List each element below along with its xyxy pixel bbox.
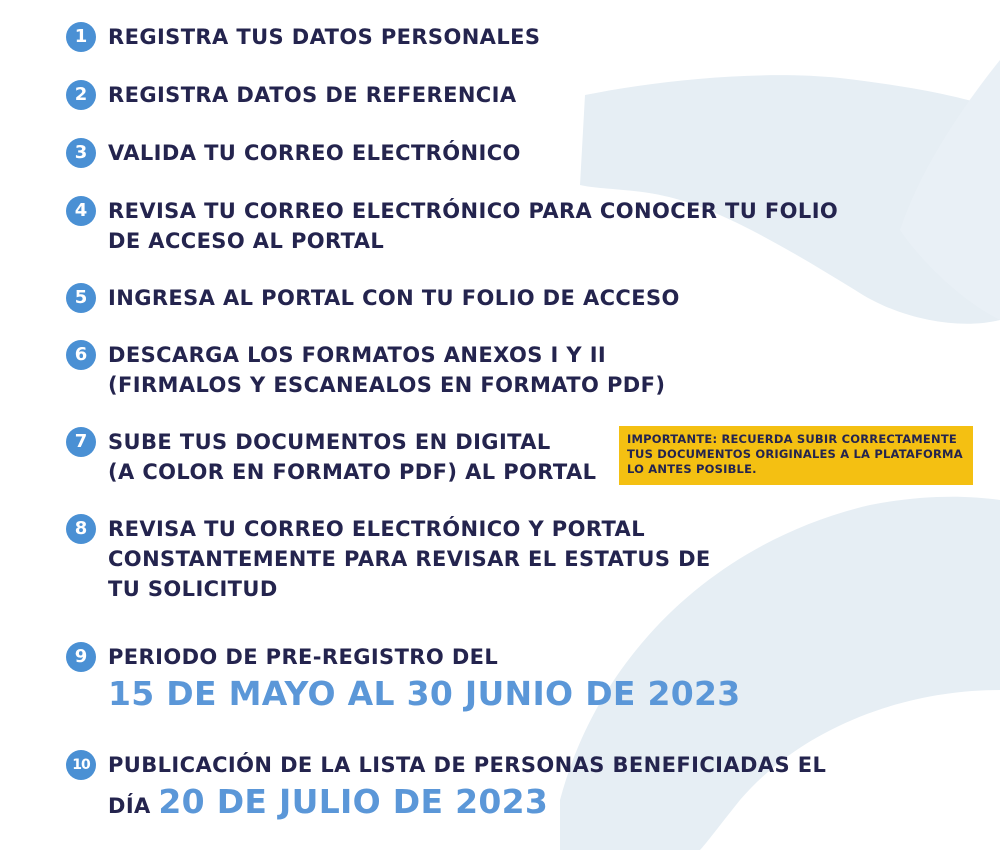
note-line: TUS DOCUMENTOS ORIGINALES A LA PLATAFORMA xyxy=(627,447,963,461)
step-text xyxy=(108,750,826,828)
step-text-line: DESCARGA LOS FORMATOS ANEXOS I Y II xyxy=(108,343,607,367)
step-text xyxy=(108,514,711,604)
step-text-line: PUBLICACIÓN DE LA LISTA DE PERSONAS BENEFICIADAS EL xyxy=(108,753,827,777)
date-prefix: DÍA xyxy=(108,794,151,818)
step-2 xyxy=(66,80,516,110)
step-number-badge: 2 xyxy=(66,80,96,110)
step-text xyxy=(108,80,516,110)
step-text-line: DE ACCESO AL PORTAL xyxy=(108,229,385,253)
step-text-line: TU SOLICITUD xyxy=(108,577,278,601)
registration-period-dates: 15 DE MAYO AL 30 JUNIO DE 2023 xyxy=(108,674,741,713)
step-text-line: INGRESA AL PORTAL CON TU FOLIO DE ACCESO xyxy=(108,286,680,310)
step-number-badge: 3 xyxy=(66,138,96,168)
publication-date: 20 DE JULIO DE 2023 xyxy=(158,782,549,821)
step-number-badge: 10 xyxy=(66,750,96,780)
step-text xyxy=(108,427,596,487)
step-text-line: REGISTRA DATOS DE REFERENCIA xyxy=(108,83,517,107)
step-9 xyxy=(66,642,741,716)
step-number-badge: 7 xyxy=(66,427,96,457)
step-number-badge: 5 xyxy=(66,283,96,313)
step-4 xyxy=(66,196,838,256)
step-text xyxy=(108,196,838,256)
step-7 xyxy=(66,427,596,487)
step-text xyxy=(108,340,665,400)
step-text-line: VALIDA TU CORREO ELECTRÓNICO xyxy=(108,141,521,165)
important-note xyxy=(619,426,973,485)
step-text xyxy=(108,283,680,313)
step-text xyxy=(108,138,521,168)
step-number-badge: 8 xyxy=(66,514,96,544)
step-text-line: SUBE TUS DOCUMENTOS EN DIGITAL xyxy=(108,430,551,454)
step-text-line: (A COLOR EN FORMATO PDF) AL PORTAL xyxy=(108,460,597,484)
step-number-badge: 4 xyxy=(66,196,96,226)
note-line: IMPORTANTE: RECUERDA SUBIR CORRECTAMENTE xyxy=(627,432,957,446)
step-1 xyxy=(66,22,540,52)
step-number-badge: 6 xyxy=(66,340,96,370)
step-text-line: (FIRMALOS Y ESCANEALOS EN FORMATO PDF) xyxy=(108,373,666,397)
step-text-line: REGISTRA TUS DATOS PERSONALES xyxy=(108,25,541,49)
step-text-line: PERIODO DE PRE-REGISTRO DEL xyxy=(108,645,499,669)
step-text-line: REVISA TU CORREO ELECTRÓNICO PARA CONOCER TU FOLIO xyxy=(108,199,839,223)
step-8 xyxy=(66,514,711,604)
step-6 xyxy=(66,340,665,400)
step-text xyxy=(108,22,540,52)
step-text-line: REVISA TU CORREO ELECTRÓNICO Y PORTAL xyxy=(108,517,645,541)
publication-date-line xyxy=(108,780,826,828)
step-number-badge: 1 xyxy=(66,22,96,52)
step-text-line: CONSTANTEMENTE PARA REVISAR EL ESTATUS DE xyxy=(108,547,711,571)
note-line: LO ANTES POSIBLE. xyxy=(627,462,757,476)
step-10 xyxy=(66,750,826,828)
step-number-badge: 9 xyxy=(66,642,96,672)
step-5 xyxy=(66,283,680,313)
step-3 xyxy=(66,138,521,168)
step-text xyxy=(108,642,741,716)
